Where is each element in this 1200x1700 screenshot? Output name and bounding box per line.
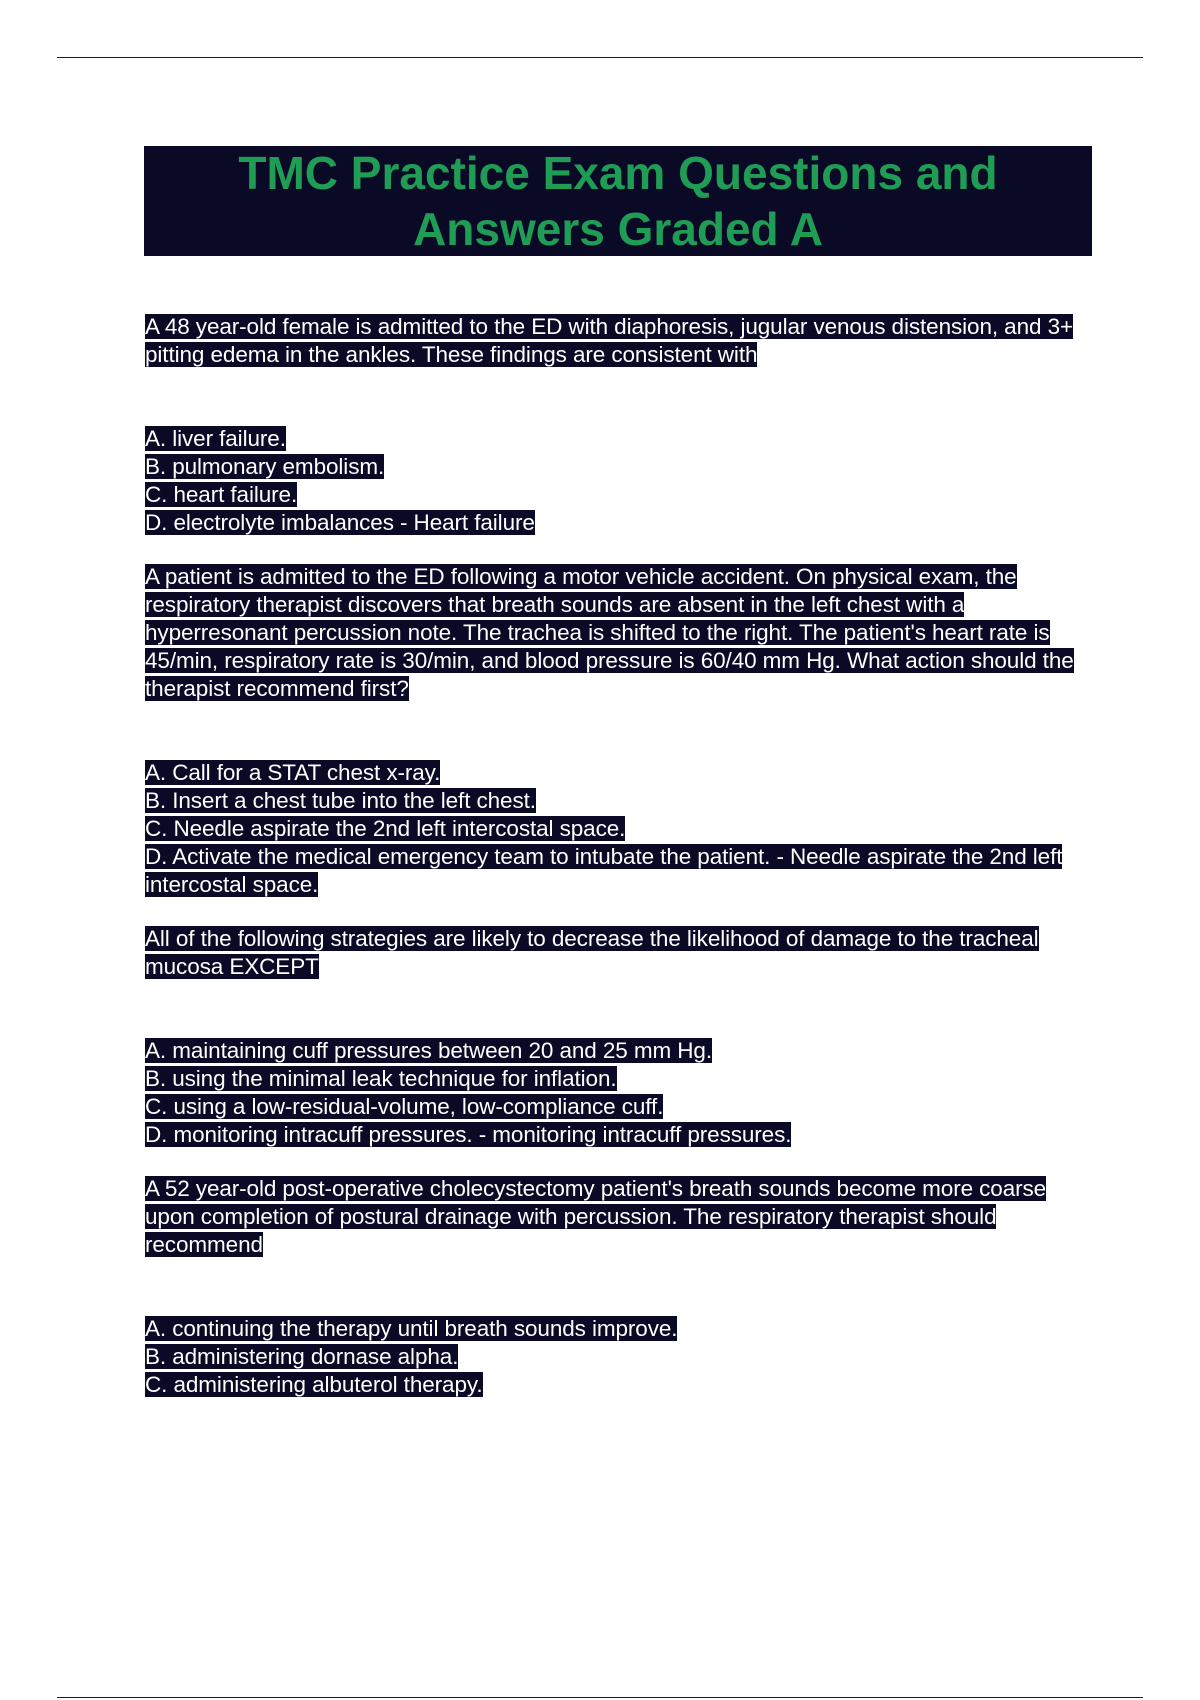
option-d-answer [145, 1121, 1085, 1149]
option-b [145, 1065, 1085, 1093]
option-a [145, 1037, 1085, 1065]
title-banner [144, 146, 1092, 256]
option-text: D. monitoring intracuff pressures. - monitoring intracuff pressures. [145, 1122, 792, 1147]
question-4 [145, 1175, 1085, 1259]
question-text: A 48 year-old female is admitted to the ED with diaphoresis, jugular venous distension, and 3+ pitting edema in the ankles. These findings are consistent with [145, 314, 1074, 367]
option-a [145, 759, 1085, 787]
question-2 [145, 563, 1085, 703]
question-text: A patient is admitted to the ED following a motor vehicle accident. On physical exam, the respiratory therapist discovers that breath sounds are absent in the left chest with a hyperresonant percussion note. The trachea is shifted to the right. The patient's heart rate is 45/min, respiratory rate is 30/min, and blood pressure is 60/40 mm Hg. What action should the therapist recommend first? [145, 564, 1074, 701]
option-text: D. Activate the medical emergency team to intubate the patient. - Needle aspirate the 2nd left intercostal space. [145, 844, 1063, 897]
document-title: TMC Practice Exam Questions and Answers Graded A [238, 147, 998, 255]
options-2 [145, 759, 1085, 899]
option-c [145, 1093, 1085, 1121]
question-1 [145, 313, 1085, 369]
options-1 [145, 425, 1085, 537]
options-4 [145, 1315, 1085, 1399]
question-text: A 52 year-old post-operative cholecystectomy patient's breath sounds become more coarse upon completion of postural drainage with percussion. The respiratory therapist should recommend [145, 1176, 1047, 1257]
question-text: All of the following strategies are likely to decrease the likelihood of damage to the tracheal mucosa EXCEPT [145, 926, 1039, 979]
option-text: C. using a low-residual-volume, low-compliance cuff. [145, 1094, 664, 1119]
option-b [145, 453, 1085, 481]
option-b [145, 1343, 1085, 1371]
options-3 [145, 1037, 1085, 1149]
option-c [145, 1371, 1085, 1399]
option-text: C. Needle aspirate the 2nd left intercostal space. [145, 816, 626, 841]
option-a [145, 425, 1085, 453]
option-text: B. Insert a chest tube into the left chest. [145, 788, 536, 813]
option-text: B. administering dornase alpha. [145, 1344, 459, 1369]
question-3 [145, 925, 1085, 981]
option-text: B. using the minimal leak technique for inflation. [145, 1066, 617, 1091]
option-a [145, 1315, 1085, 1343]
document-body [145, 313, 1085, 1425]
option-text: C. administering albuterol therapy. [145, 1372, 483, 1397]
option-c [145, 481, 1085, 509]
header-rule [57, 57, 1143, 58]
option-b [145, 787, 1085, 815]
option-text: D. electrolyte imbalances - Heart failure [145, 510, 535, 535]
option-c [145, 815, 1085, 843]
option-text: A. continuing the therapy until breath sounds improve. [145, 1316, 678, 1341]
option-text: A. Call for a STAT chest x-ray. [145, 760, 441, 785]
option-d-answer [145, 843, 1085, 899]
footer-rule [57, 1697, 1143, 1698]
option-text: B. pulmonary embolism. [145, 454, 385, 479]
option-text: A. maintaining cuff pressures between 20 and 25 mm Hg. [145, 1038, 712, 1063]
option-d-answer [145, 509, 1085, 537]
option-text: A. liver failure. [145, 426, 286, 451]
option-text: C. heart failure. [145, 482, 298, 507]
